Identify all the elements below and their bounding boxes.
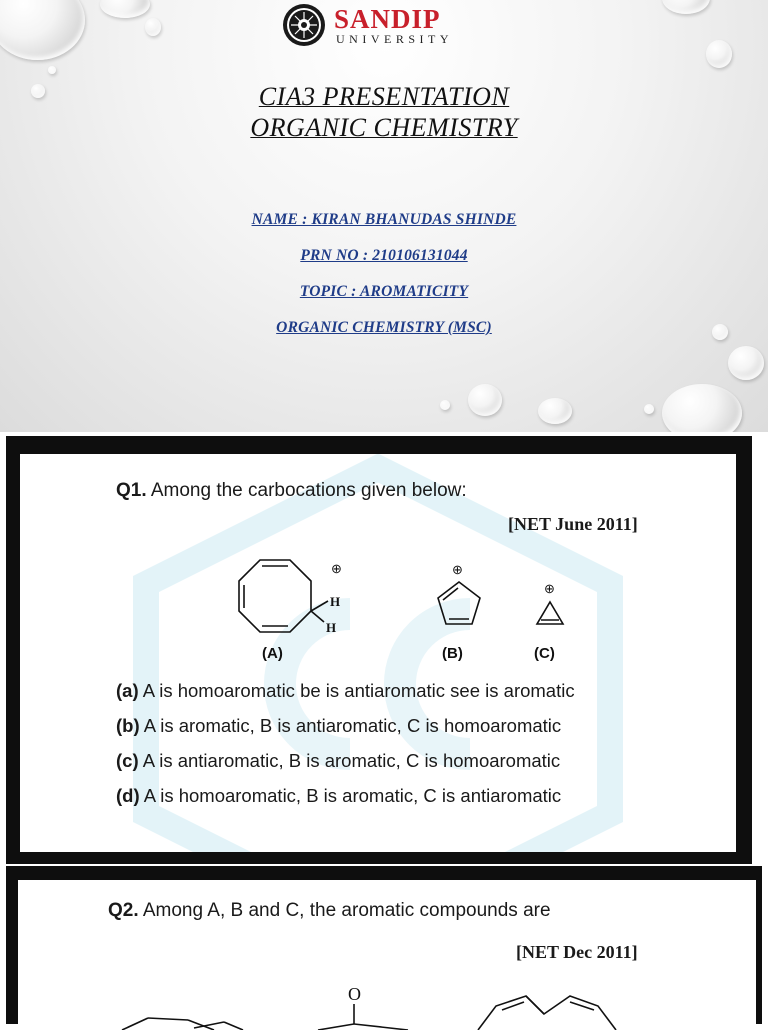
water-drop [145, 18, 161, 36]
question-1-prompt: Among the carbocations given below: [150, 480, 467, 501]
water-drop [48, 66, 56, 74]
presentation-title: CIA3 PRESENTATION [258, 82, 510, 111]
structure-label-c: (C) [534, 645, 555, 662]
option-d: (d) A is homoaromatic, B is aromatic, C is antiaromatic [116, 785, 562, 806]
university-logo [282, 3, 478, 47]
prn-number: PRN NO : 210106131044 [300, 247, 468, 264]
structure-label-b: (B) [442, 645, 463, 662]
option-c: (c) A is antiaromatic, B is aromatic, C is homoaromatic [116, 750, 561, 771]
water-drop [706, 40, 732, 68]
water-drop [0, 0, 85, 60]
water-drop [100, 0, 150, 18]
question-2-source: [NET Dec 2011] [516, 942, 638, 962]
water-drop [644, 404, 654, 414]
plus-charge-b: ⊕ [452, 562, 463, 577]
water-drop [728, 346, 764, 380]
university-seal-icon [282, 3, 326, 47]
question-slide-1 [6, 436, 752, 864]
question-1-source: [NET June 2011] [508, 514, 638, 534]
structure-label-a: (A) [262, 645, 283, 662]
topic: TOPIC : AROMATICITY [299, 283, 469, 300]
water-drop [440, 400, 450, 410]
option-b: (b) A is aromatic, B is antiaromatic, C is homoaromatic [116, 715, 562, 736]
option-a: (a) A is homoaromatic be is antiaromatic see is aromatic [116, 680, 575, 701]
question-1-number: Q1. [116, 480, 147, 501]
brand-subtitle: UNIVERSITY [336, 32, 453, 46]
carbocation-structures [200, 550, 580, 690]
question-card-2 [18, 880, 756, 1030]
question-2-prompt: Among A, B and C, the aromatic compounds are [142, 900, 551, 921]
plus-charge-a: ⊕ [331, 561, 342, 576]
presentation-subtitle: ORGANIC CHEMISTRY [250, 113, 518, 142]
hydrogen-label: H [326, 620, 337, 635]
water-drop [468, 384, 502, 416]
student-name: NAME : KIRAN BHANUDAS SHINDE [251, 211, 517, 228]
question-2-number: Q2. [108, 900, 139, 921]
water-drop [662, 384, 742, 432]
title-slide [0, 0, 768, 432]
hydrogen-label: H [330, 594, 341, 609]
water-drop [662, 0, 710, 14]
course: ORGANIC CHEMISTRY (MSC) [276, 319, 492, 336]
aromatic-compound-structures [18, 980, 756, 1030]
question-2-text [108, 900, 551, 922]
water-drop [538, 398, 572, 424]
question-slide-2 [6, 866, 762, 1024]
question-1-text [116, 480, 467, 502]
plus-charge-c: ⊕ [544, 581, 555, 596]
oxygen-label: O [348, 984, 361, 1004]
brand-name: SANDIP [334, 4, 441, 34]
question-card-1 [20, 454, 736, 852]
